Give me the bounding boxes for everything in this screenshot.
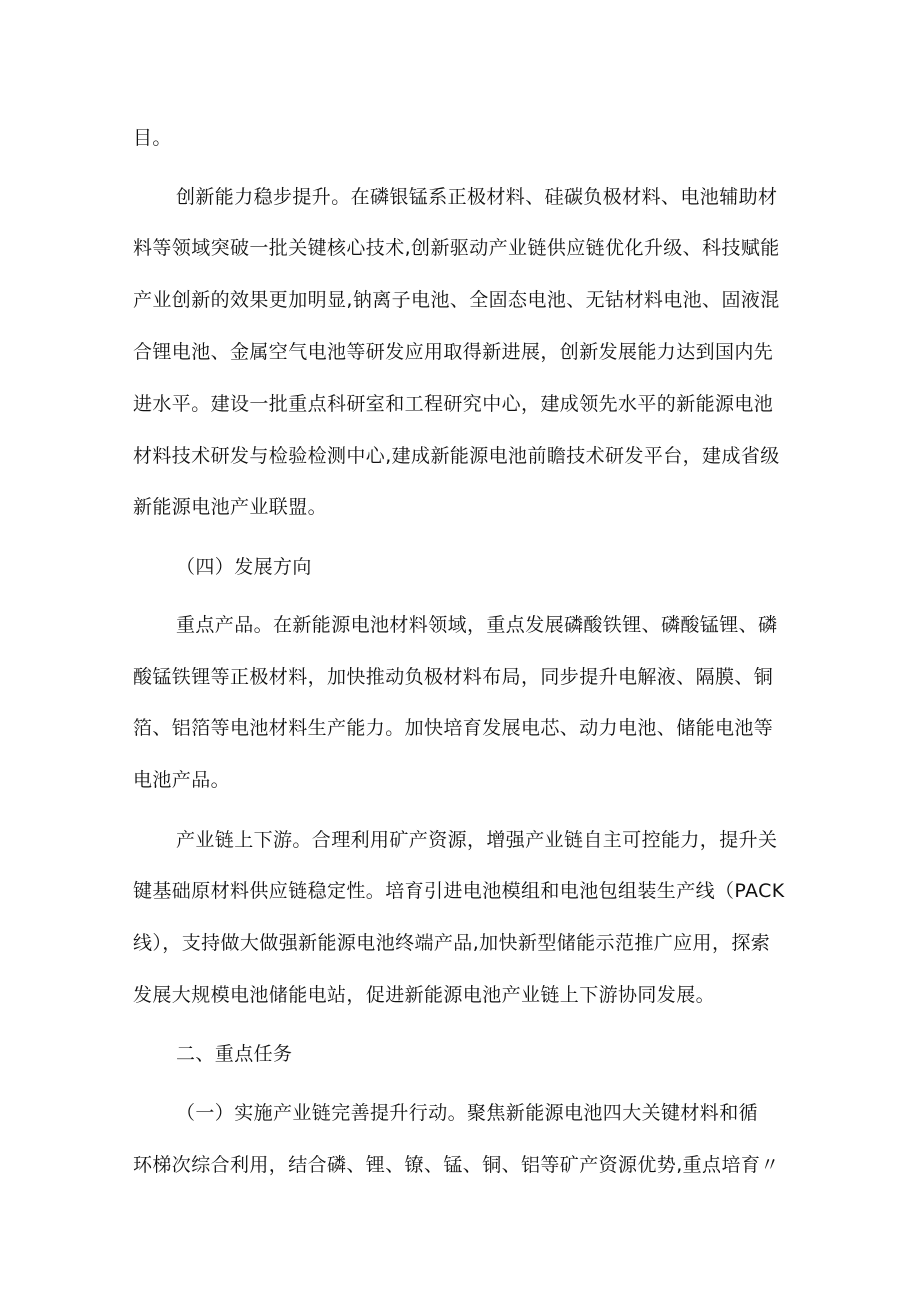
text-line: 重点产品。在新能源电池材料领域，重点发展磷酸铁锂、磷酸锰锂、磷 bbox=[176, 614, 778, 636]
section-heading: （四）发展方向 bbox=[176, 556, 312, 578]
text-line: 目。 bbox=[133, 127, 172, 149]
text-line: 进水平。建设一批重点科研室和工程研究中心，建成领先水平的新能源电池 bbox=[133, 393, 774, 415]
text-line: 键基础原材料供应链稳定性。培育引进电池模组和电池包组装生产线（PACK bbox=[133, 880, 785, 902]
text-line: 箔、铝箔等电池材料生产能力。加快培育发展电芯、动力电池、储能电池等 bbox=[133, 717, 774, 739]
text-line: 产业链上下游。合理利用矿产资源，增强产业链自主可控能力，提升关 bbox=[176, 829, 778, 851]
text-line: 环梯次综合利用，结合磷、锂、镣、锰、铜、铝等矿产资源优势,重点培育〃 bbox=[133, 1154, 780, 1176]
text-line: 材料技术研发与检验检测中心,建成新能源电池前瞻技术研发平台，建成省级 bbox=[133, 445, 780, 467]
text-line: 合锂电池、金属空气电池等研发应用取得新进展，创新发展能力达到国内先 bbox=[133, 341, 774, 363]
text-line: 电池产品。 bbox=[133, 769, 231, 791]
text-line: 产业创新的效果更加明显,钠离子电池、全固态电池、无钴材料电池、固液混 bbox=[133, 289, 780, 311]
section-heading: 二、重点任务 bbox=[176, 1043, 293, 1065]
text-line: 创新能力稳步提升。在磷银锰系正极材料、硅碳负极材料、电池辅助材 bbox=[176, 186, 778, 208]
text-line: （一）实施产业链完善提升行动。聚焦新能源电池四大关键材料和循 bbox=[176, 1102, 759, 1124]
text-line: 酸锰铁锂等正极材料，加快推动负极材料布局，同步提升电解液、隔膜、铜 bbox=[133, 666, 774, 688]
text-line: 发展大规模电池储能电站，促进新能源电池产业链上下游协同发展。 bbox=[133, 984, 716, 1006]
text-line: 线），支持做大做强新能源电池终端产品,加快新型储能示范推广应用，探索 bbox=[133, 932, 771, 954]
text-line: 新能源电池产业联盟。 bbox=[133, 496, 328, 518]
text-line: 料等领域突破一批关键核心技术,创新驱动产业链供应链优化升级、科技赋能 bbox=[133, 237, 780, 259]
